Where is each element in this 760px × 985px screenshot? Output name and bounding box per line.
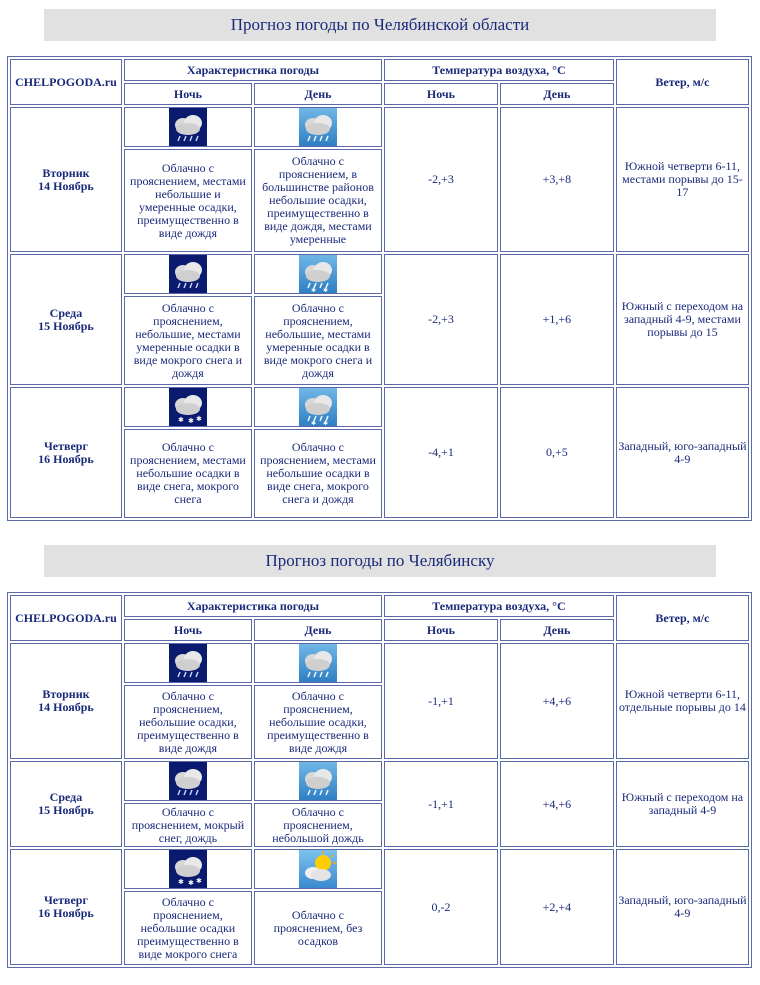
night-icon-cell: [124, 107, 252, 147]
night-icon-cell: [124, 387, 252, 427]
weekday: Вторник: [42, 687, 90, 701]
weekday: Четверг: [43, 893, 88, 907]
night-description: Облачно с прояснением, местами небольшие и умеренные осадки, преимущественно в виде дождя: [124, 149, 252, 252]
table-row: [10, 387, 749, 427]
region-forecast-title: Прогноз погоды по Челябинской области: [44, 9, 716, 41]
day-label: [10, 761, 122, 847]
day-label: [10, 643, 122, 759]
wind-header: Ветер, м/с: [616, 59, 749, 105]
wind: Южной четверти 6-11, отдельные порывы до 14: [616, 643, 749, 759]
day-sleet-icon: [299, 388, 337, 426]
night-rain-icon: [169, 762, 207, 800]
date: 14 Ноябрь: [38, 178, 94, 193]
temp-day: +3,+8: [500, 107, 614, 252]
weekday: Среда: [49, 790, 83, 804]
day-icon-cell: [254, 643, 382, 683]
temp-day: +1,+6: [500, 254, 614, 385]
night-description: Облачно с прояснением, мокрый снег, дождь: [124, 803, 252, 847]
svg-text:✱: ✱: [195, 415, 202, 423]
temp-day: 0,+5: [500, 387, 614, 518]
table-row: [10, 643, 749, 683]
day-description: Облачно с прояснением, в большинстве районов небольшие осадки, преимущественно в виде дождя, местами умеренные: [254, 149, 382, 252]
temp-day-header: День: [500, 619, 614, 641]
temperature-header: Температура воздуха, °С: [384, 59, 614, 81]
characteristic-header: Характеристика погоды: [124, 595, 382, 617]
svg-text:✱: ✱: [322, 420, 328, 426]
day-description: Облачно с прояснением, без осадков: [254, 891, 382, 965]
day-label: [10, 107, 122, 252]
partly-cloudy-icon: [299, 850, 337, 888]
temp-night: -2,+3: [384, 107, 498, 252]
temp-night: -2,+3: [384, 254, 498, 385]
night-rain-icon: [169, 108, 207, 146]
date: 15 Ноябрь: [38, 318, 94, 333]
wind: Южный с переходом на западный 4-9: [616, 761, 749, 847]
day-rain-icon: [299, 108, 337, 146]
night-header: Ночь: [124, 83, 252, 105]
city-forecast-table: [7, 592, 752, 968]
day-label: [10, 387, 122, 518]
day-label: [10, 849, 122, 965]
night-header: Ночь: [124, 619, 252, 641]
day-sleet-icon: [299, 255, 337, 293]
characteristic-header: Характеристика погоды: [124, 59, 382, 81]
day-icon-cell: [254, 387, 382, 427]
region-forecast-table: [7, 56, 752, 521]
day-header: День: [254, 83, 382, 105]
day-rain-icon: [299, 762, 337, 800]
night-icon-cell: [124, 254, 252, 294]
svg-text:✱: ✱: [177, 416, 184, 424]
wind: Западный, юго-западный 4-9: [616, 387, 749, 518]
weekday: Вторник: [42, 165, 90, 180]
table-row: [10, 254, 749, 294]
wind: Южный с переходом на западный 4-9, местами порывы до 15: [616, 254, 749, 385]
wind-header: Ветер, м/с: [616, 595, 749, 641]
night-rain-icon: [169, 255, 207, 293]
svg-text:✱: ✱: [187, 417, 194, 425]
svg-text:✱: ✱: [177, 878, 184, 886]
date: 14 Ноябрь: [38, 700, 94, 714]
temp-day: +4,+6: [500, 761, 614, 847]
temp-night: -4,+1: [384, 387, 498, 518]
date: 16 Ноябрь: [38, 451, 94, 466]
temp-day: +2,+4: [500, 849, 614, 965]
city-forecast-title: Прогноз погоды по Челябинску: [44, 545, 716, 577]
temp-day: +4,+6: [500, 643, 614, 759]
day-icon-cell: [254, 107, 382, 147]
date: 15 Ноябрь: [38, 803, 94, 817]
night-rain-icon: [169, 644, 207, 682]
temperature-header: Температура воздуха, °С: [384, 595, 614, 617]
temp-night-header: Ночь: [384, 619, 498, 641]
night-description: Облачно с прояснением, небольшие осадки, преимущественно в виде дождя: [124, 685, 252, 759]
table-row: [10, 107, 749, 147]
day-description: Облачно с прояснением, небольшие осадки, преимущественно в виде дождя: [254, 685, 382, 759]
brand-cell: CHELPOGODA.ru: [10, 595, 122, 641]
day-rain-icon: [299, 644, 337, 682]
table-row: [10, 761, 749, 801]
day-icon-cell: [254, 849, 382, 889]
day-description: Облачно с прояснением, небольшой дождь: [254, 803, 382, 847]
temp-night: -1,+1: [384, 761, 498, 847]
table-row: [10, 849, 749, 889]
svg-text:✱: ✱: [310, 287, 316, 293]
temp-night: -1,+1: [384, 643, 498, 759]
day-description: Облачно с прояснением, местами небольшие осадки в виде снега, мокрого снега и дождя: [254, 429, 382, 518]
weekday: Четверг: [43, 438, 88, 453]
day-label: [10, 254, 122, 385]
night-description: Облачно с прояснением, небольшие осадки преимущественно в виде мокрого снега: [124, 891, 252, 965]
night-icon-cell: [124, 849, 252, 889]
night-icon-cell: [124, 643, 252, 683]
day-icon-cell: [254, 254, 382, 294]
night-snow-icon: [169, 850, 207, 888]
day-icon-cell: [254, 761, 382, 801]
night-snow-icon: [169, 388, 207, 426]
temp-night-header: Ночь: [384, 83, 498, 105]
svg-text:✱: ✱: [310, 420, 316, 426]
day-header: День: [254, 619, 382, 641]
wind: Южной четверти 6-11, местами порывы до 15-17: [616, 107, 749, 252]
svg-text:✱: ✱: [195, 877, 202, 885]
night-description: Облачно с прояснением, небольшие, местами умеренные осадки в виде мокрого снега и дождя: [124, 296, 252, 385]
temp-day-header: День: [500, 83, 614, 105]
svg-text:✱: ✱: [322, 287, 328, 293]
svg-text:✱: ✱: [187, 879, 194, 887]
brand-cell: CHELPOGODA.ru: [10, 59, 122, 105]
night-description: Облачно с прояснением, местами небольшие осадки в виде снега, мокрого снега: [124, 429, 252, 518]
weekday: Среда: [49, 305, 83, 320]
date: 16 Ноябрь: [38, 906, 94, 920]
night-icon-cell: [124, 761, 252, 801]
day-description: Облачно с прояснением, небольшие, местами умеренные осадки в виде мокрого снега и дождя: [254, 296, 382, 385]
wind: Западный, юго-западный 4-9: [616, 849, 749, 965]
temp-night: 0,-2: [384, 849, 498, 965]
